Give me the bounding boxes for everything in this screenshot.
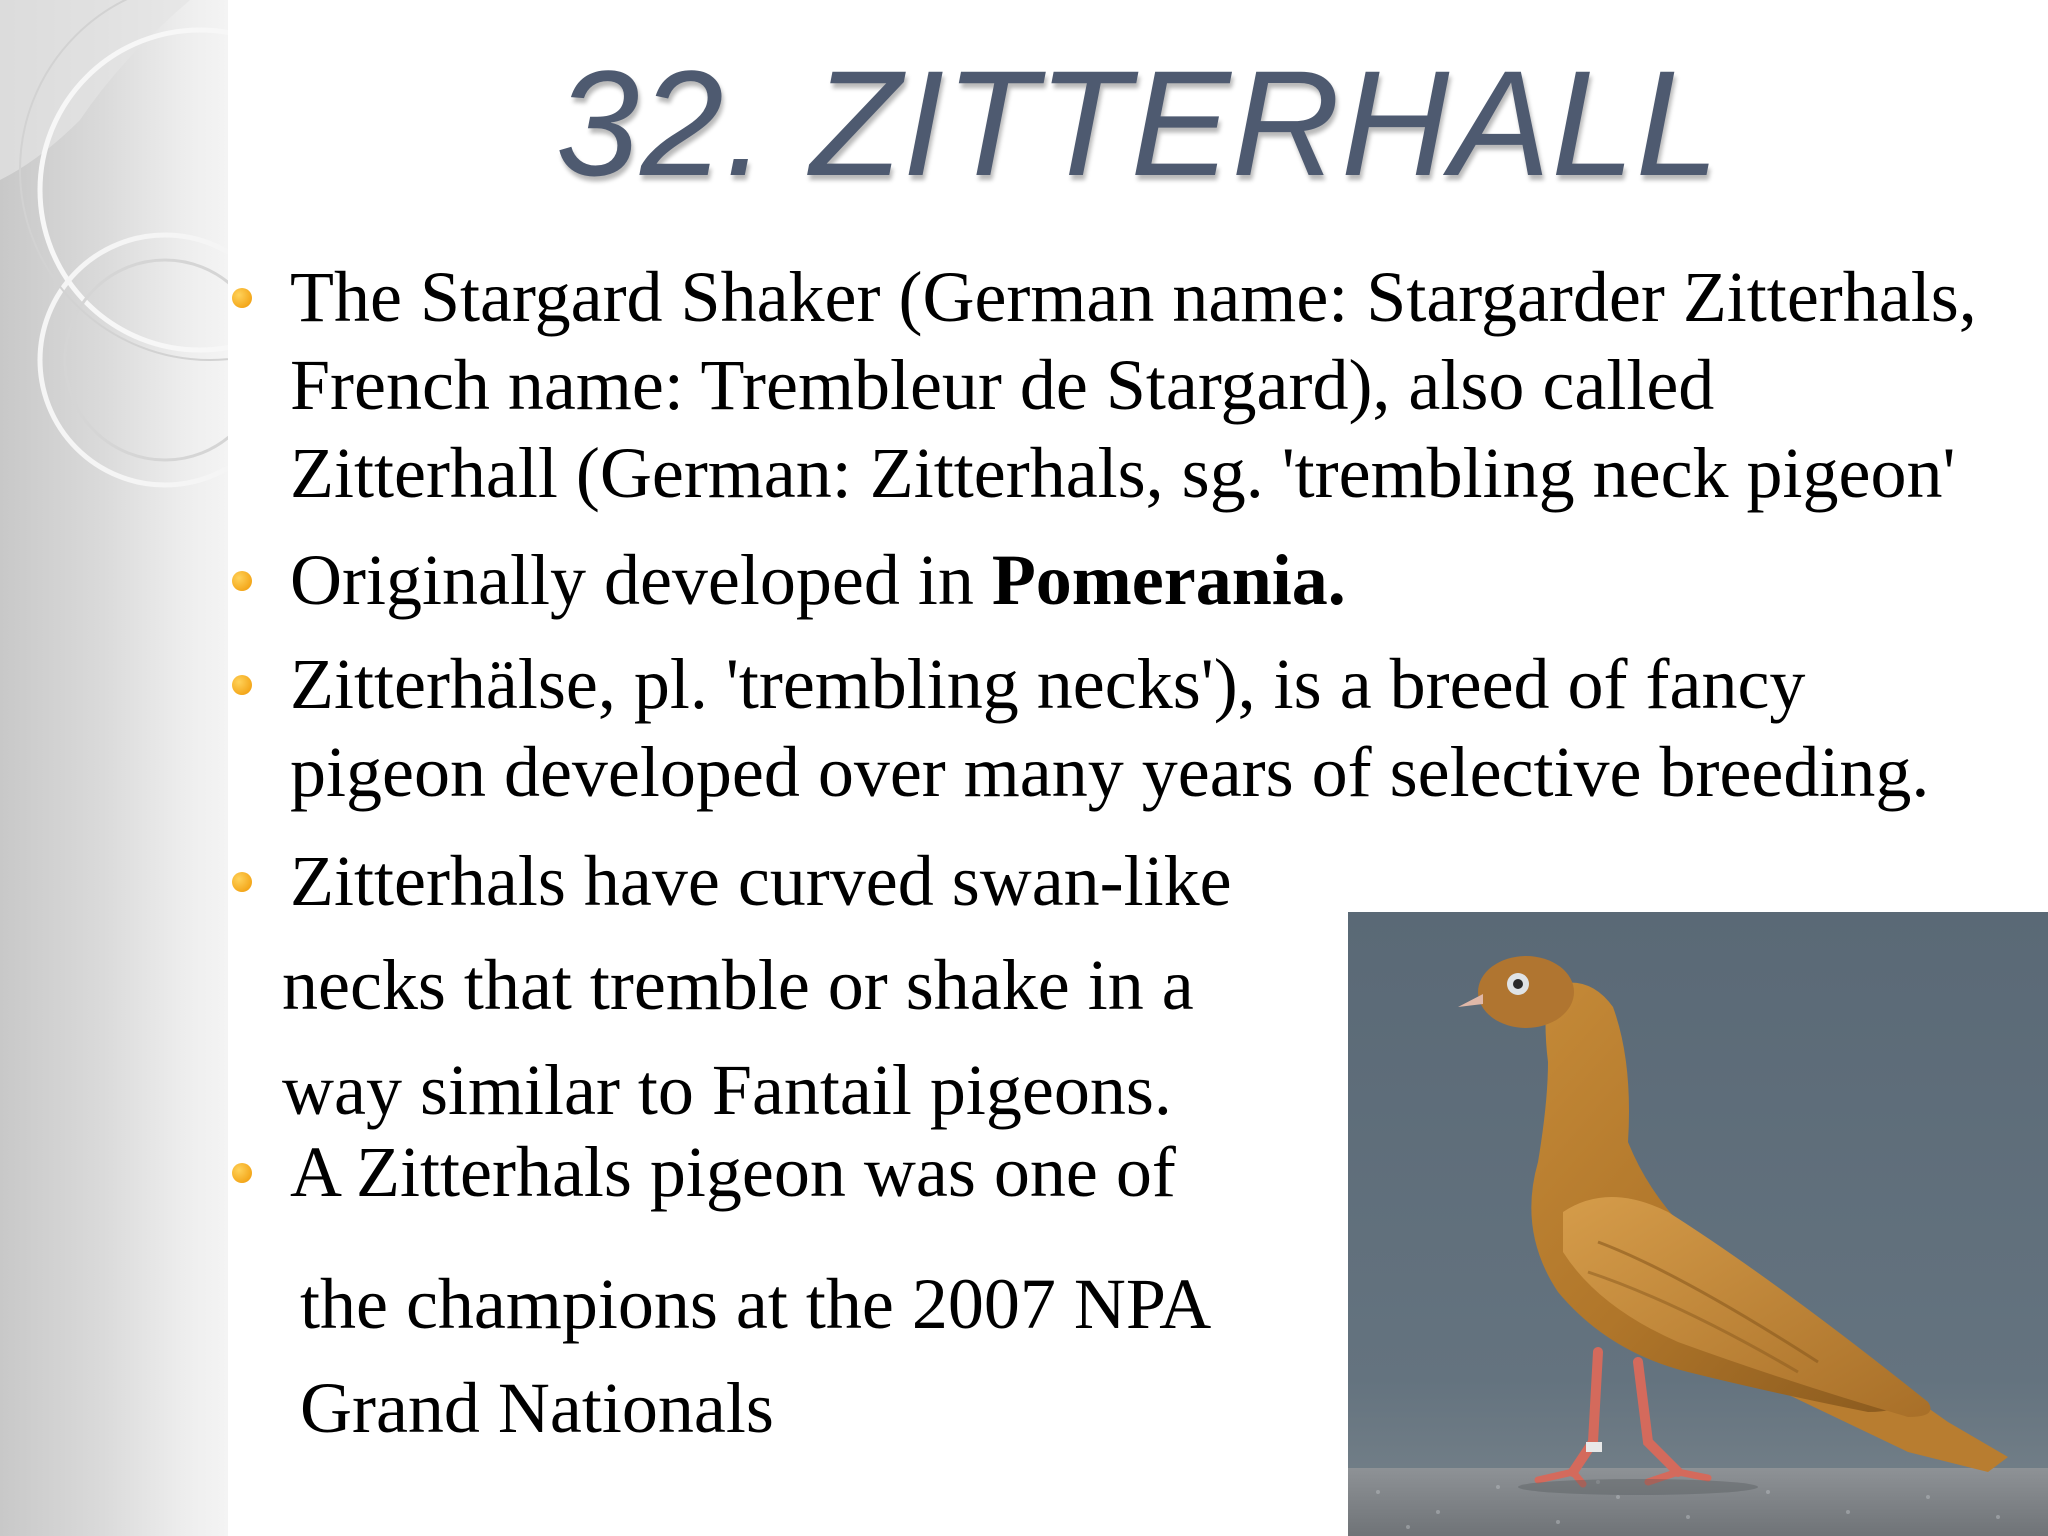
bullet-bold-text: Pomerania.: [991, 540, 1346, 620]
bullet-line: way similar to Fantail pigeons.: [282, 1050, 1172, 1130]
bullet-line: Zitterhals have curved swan-like: [290, 841, 1232, 921]
pigeon-photo: [1348, 912, 2048, 1536]
bullet-line: Zitterhall (German: Zitterhals, sg. 'trembling neck pigeon': [290, 433, 1956, 513]
bullet-dot-icon: [232, 675, 252, 695]
bullet-dot-icon: [232, 288, 252, 308]
bullet-line: Grand Nationals: [300, 1368, 774, 1448]
bullet-line: the champions at the 2007 NPA: [300, 1264, 1212, 1344]
bullet-line: French name: Trembleur de Stargard), also called: [290, 345, 1715, 425]
bullet-dot-icon: [232, 1163, 252, 1183]
bullet-text: Originally developed in: [290, 540, 992, 620]
bullet-line: [290, 535, 1346, 625]
bullet-line: A Zitterhals pigeon was one of: [290, 1132, 1176, 1212]
bullet-dot-icon: [232, 872, 252, 892]
slide-title: 32. ZITTERHALL: [555, 39, 1721, 207]
bullet-line: Zitterhälse, pl. 'trembling necks'), is a breed of fancy: [290, 644, 1806, 724]
bullet-line: pigeon developed over many years of selective breeding.: [290, 732, 1930, 812]
bullet-line: necks that tremble or shake in a: [282, 945, 1194, 1025]
decorative-side-panel: [0, 0, 228, 1536]
bullet-line: The Stargard Shaker (German name: Stargarder Zitterhals,: [290, 257, 1977, 337]
pigeon-illustration: [1348, 912, 2048, 1536]
decorative-rings: [0, 0, 228, 1536]
bullet-dot-icon: [232, 571, 252, 591]
